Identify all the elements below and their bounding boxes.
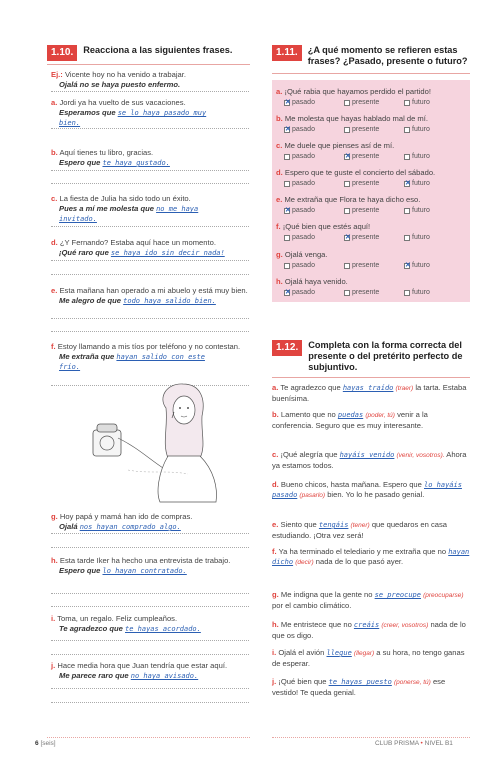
option-pasado[interactable]: ✕ pasado (284, 207, 344, 214)
answer-field: se preocupe (374, 591, 421, 599)
list-item: a. ¡Qué rabia que hayamos perdido el partido! (276, 87, 431, 96)
checkbox[interactable] (284, 100, 290, 106)
option-futuro[interactable]: ✕ futuro (404, 262, 464, 269)
option-pasado[interactable]: ✕ pasado (284, 126, 344, 133)
checkbox[interactable] (284, 127, 290, 133)
list-item: a. Te agradezco que hayas traído (traer) la tarta. Estaba buenísima. (272, 383, 467, 403)
checkbox[interactable] (404, 208, 410, 214)
checkbox[interactable] (404, 127, 410, 133)
footer-divider (272, 737, 470, 738)
list-item: b. Me molesta que hayas hablado mal de mí. (276, 114, 428, 123)
exercise-number-badge: 1.11. (272, 45, 302, 61)
list-item: i. Toma, un regalo. Feliz cumpleaños. Te agradezco que te hayas acordado. (51, 614, 201, 633)
list-item: h. Esta tarde Iker ha hecho una entrevista de trabajo. Espero que lo hayan contratado. (51, 556, 231, 575)
options-row (284, 180, 464, 187)
divider (272, 73, 470, 74)
answer-line (51, 318, 249, 319)
checkbox[interactable] (404, 235, 410, 241)
checkbox[interactable] (344, 235, 350, 241)
list-item: h. Me entristece que no creáis (creer, vosotros) nada de lo que os digo. (272, 620, 466, 640)
option-pasado[interactable]: pasado (284, 180, 344, 187)
answer-field: hayas traído (342, 384, 394, 392)
option-presente[interactable]: ✕ presente (344, 234, 404, 241)
answer-line (51, 533, 249, 534)
answer-field: llegue (326, 649, 352, 657)
list-item: e. Siento que tengáis (tener) que quedaros en casa estudiando. ¡Otra vez será! (272, 520, 447, 540)
checkbox[interactable] (344, 154, 350, 160)
option-presente[interactable]: presente (344, 180, 404, 187)
options-row (284, 99, 464, 106)
checkbox[interactable] (284, 154, 290, 160)
checkbox[interactable] (344, 181, 350, 187)
exercise-number-badge: 1.12. (272, 340, 302, 356)
option-futuro[interactable]: futuro (404, 126, 464, 133)
list-item: d. ¿Y Fernando? Estaba aquí hace un momento. ¡Qué raro que se haya ido sin decir nada! (51, 238, 225, 257)
checkbox[interactable] (284, 290, 290, 296)
exercise-number-badge: 1.10. (47, 45, 77, 61)
checkbox[interactable] (344, 127, 350, 133)
checkbox[interactable] (344, 263, 350, 269)
checkbox[interactable] (284, 181, 290, 187)
page-number: 6 [seis] (35, 740, 56, 747)
option-futuro[interactable]: futuro (404, 289, 464, 296)
options-row (284, 289, 464, 296)
option-presente[interactable]: presente (344, 207, 404, 214)
exercise-header (272, 340, 470, 373)
exercise-title: Completa con la forma correcta del presente o del pretérito perfecto de subjuntivo. (308, 340, 463, 372)
answer-field: tengáis (318, 521, 349, 529)
checkbox[interactable] (344, 208, 350, 214)
list-item: f. Estoy llamando a mis tíos por teléfono y no contestan. Me extraña que hayan salido con este frío. (51, 342, 241, 371)
answer-line (51, 91, 249, 92)
list-item: g. Me indigna que la gente no se preocupe (preocuparse) por el cambio climático. (272, 590, 464, 610)
answer-line (51, 606, 249, 607)
divider (47, 64, 250, 65)
option-presente[interactable]: presente (344, 262, 404, 269)
answer-line (51, 260, 249, 261)
list-item: e. Esta mañana han operado a mi abuelo y está muy bien. Me alegro de que todo haya salido bien. (51, 286, 248, 305)
list-item: b. Aquí tienes tu libro, gracias. Espero que te haya gustado. (51, 148, 170, 167)
option-pasado[interactable]: ✕ pasado (284, 289, 344, 296)
answer-line (51, 547, 249, 548)
checkbox[interactable] (284, 208, 290, 214)
footer-brand: CLUB PRISMA • NIVEL B1 (375, 740, 453, 747)
girl-on-phone-illustration (88, 378, 238, 503)
list-item: b. Lamento que no puedas (poder, tú) venir a la conferencia. Seguro que es muy interesante. (272, 410, 428, 430)
answer-line (51, 226, 249, 227)
checkbox[interactable] (404, 154, 410, 160)
option-futuro[interactable]: futuro (404, 234, 464, 241)
answer-line (51, 654, 249, 655)
answer-field: te hayas puesto (328, 678, 392, 686)
option-presente[interactable]: presente (344, 99, 404, 106)
list-item: c. La fiesta de Julia ha sido todo un éxito. Pues a mí me molesta que no me haya invitado. (51, 194, 199, 223)
option-futuro[interactable]: futuro (404, 99, 464, 106)
answer-field: puedas (337, 411, 364, 419)
answer-line (51, 274, 249, 275)
answer-field: lo hayáis pasado (272, 481, 462, 499)
exercise-title: Reacciona a las siguientes frases. (83, 45, 233, 55)
checkbox[interactable] (404, 181, 410, 187)
option-presente[interactable]: presente (344, 126, 404, 133)
option-pasado[interactable]: ✕ pasado (284, 99, 344, 106)
list-item: f. ¡Qué bien que estés aquí! (276, 222, 371, 231)
checkbox[interactable] (284, 263, 290, 269)
answer-field: creáis (353, 621, 380, 629)
footer-divider (47, 737, 250, 738)
option-futuro[interactable]: futuro (404, 207, 464, 214)
option-presente[interactable]: ✕ presente (344, 153, 404, 160)
list-item: c. Me duele que pienses así de mí. (276, 141, 395, 150)
option-futuro[interactable]: ✕ futuro (404, 180, 464, 187)
answer-line (51, 702, 249, 703)
option-pasado[interactable]: pasado (284, 153, 344, 160)
exercise-title: ¿A qué momento se refieren estas frases? ¿Pasado, presente o futuro? (307, 45, 468, 66)
girl-figure (158, 384, 216, 502)
answer-line (51, 593, 249, 594)
list-item: i. Ojalá el avión llegue (llegar) a su hora, no tengo ganas de esperar. (272, 648, 465, 668)
checkbox[interactable] (404, 290, 410, 296)
answer-line (51, 640, 249, 641)
options-row (284, 207, 464, 214)
list-item: e. Me extraña que Flora te haya dicho eso. (276, 195, 421, 204)
exercise-header (272, 45, 470, 67)
options-row (284, 262, 464, 269)
list-item: a. Jordi ya ha vuelto de sus vacaciones. Esperamos que se lo haya pasado muy bien. (51, 98, 207, 127)
list-item: g. Hoy papá y mamá han ido de compras. Ojalá nos hayan comprado algo. (51, 512, 193, 531)
exercise-header (47, 45, 232, 61)
checkbox[interactable] (344, 290, 350, 296)
option-futuro[interactable]: futuro (404, 153, 464, 160)
checkbox[interactable] (344, 100, 350, 106)
list-item: g. Ojalá venga. (276, 250, 328, 259)
answer-line (51, 688, 249, 689)
list-item: d. Espero que te guste el concierto del sábado. (276, 168, 436, 177)
answer-field: hayáis venido (339, 451, 395, 459)
answer-line (51, 331, 249, 332)
checkbox[interactable] (404, 263, 410, 269)
options-row (284, 234, 464, 241)
list-item: h. Ojalá haya venido. (276, 277, 348, 286)
answer-field: hayan dicho (272, 548, 470, 566)
checkbox[interactable] (284, 235, 290, 241)
list-item: d. Bueno chicos, hasta mañana. Espero que lo hayáis pasado (pasarlo) bien. Yo lo he pasado genial. (272, 480, 462, 499)
options-row (284, 153, 464, 160)
answer-line (51, 170, 249, 171)
option-pasado[interactable]: pasado (284, 234, 344, 241)
option-pasado[interactable]: pasado (284, 262, 344, 269)
telephone-icon (93, 424, 163, 468)
list-item: f. Ya ha terminado el telediario y me extraña que no hayan dicho (decir) nada de lo que pasó ayer. (272, 547, 470, 566)
list-item: c. ¡Qué alegría que hayáis venido (venir, vosotros). Ahora ya estamos todos. (272, 450, 467, 470)
answer-line (51, 128, 249, 129)
list-item: Ej.: Vicente hoy no ha venido a trabajar. Ojalá no se haya puesto enfermo. (51, 70, 186, 89)
answer-line (51, 183, 249, 184)
checkbox[interactable] (404, 100, 410, 106)
option-presente[interactable]: presente (344, 289, 404, 296)
list-item: j. Hace media hora que Juan tendría que estar aquí. Me parece raro que no haya avisado. (51, 661, 228, 680)
list-item: j. ¡Qué bien que te hayas puesto (ponerse, tú) ese vestido! Te queda genial. (272, 677, 446, 697)
divider (272, 377, 470, 378)
options-row (284, 126, 464, 133)
